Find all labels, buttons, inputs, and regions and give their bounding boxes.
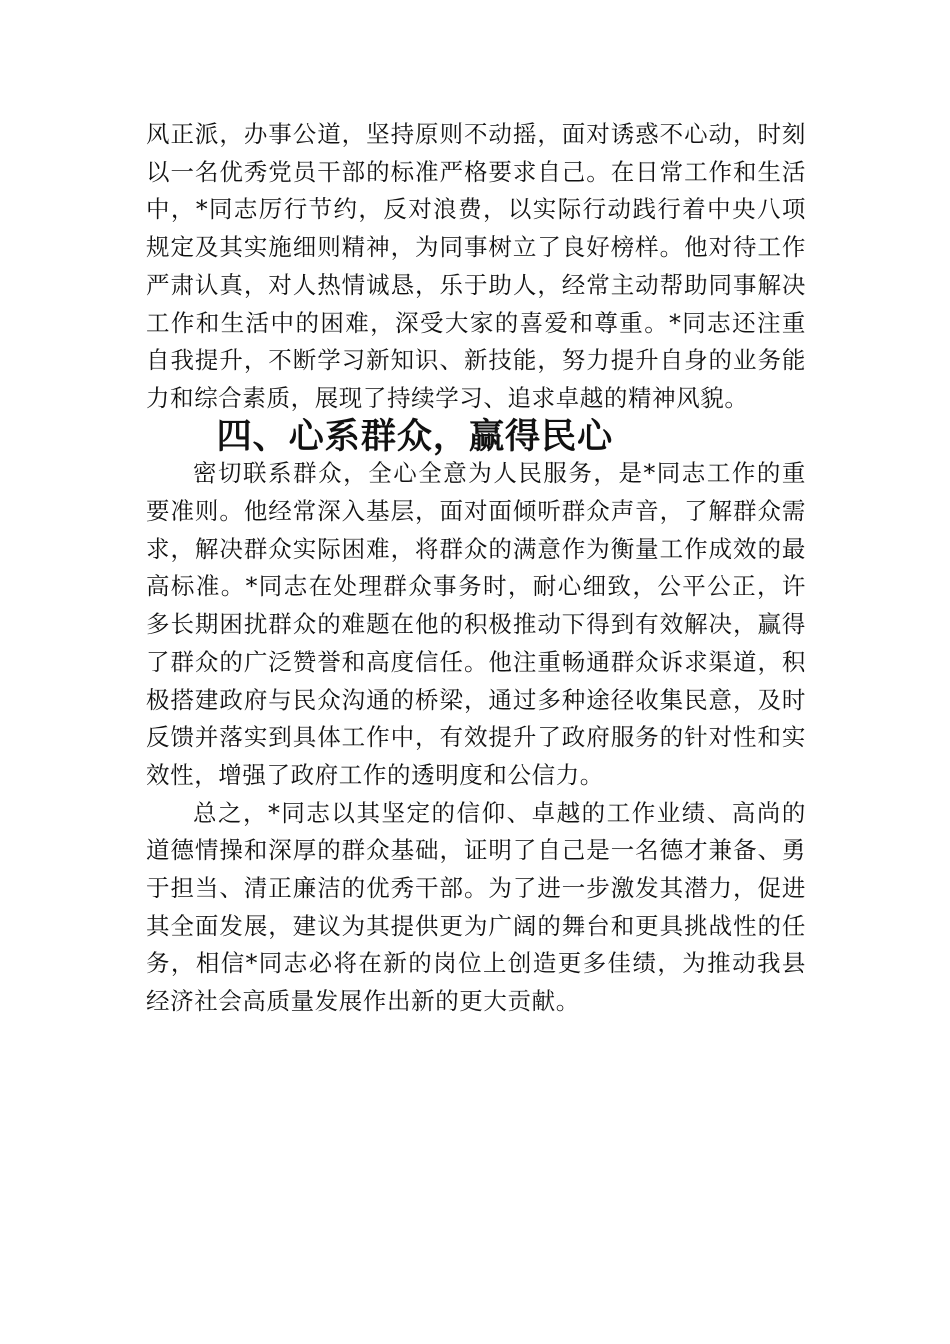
paragraph-conclusion: 总之，*同志以其坚定的信仰、卓越的工作业绩、高尚的道德情操和深厚的群众基础，证明了自己是一名德才兼备、勇于担当、清正廉洁的优秀干部。为了进一步激发其潜力，促进其全面发展，建议为其提供更为广阔的舞台和更具挑战性的任务，相信*同志必将在新的岗位上创造更多佳绩，为推动我县经济社会高质量发展作出新的更大贡献。 — [146, 798, 806, 1016]
paragraph-conduct: 风正派，办事公道，坚持原则不动摇，面对诱惑不心动，时刻以一名优秀党员干部的标准严格要求自己。在日常工作和生活中，*同志厉行节约，反对浪费，以实际行动践行着中央八项规定及其实施细则精神，为同事树立了良好榜样。他对待工作严肃认真，对人热情诚恳，乐于助人，经常主动帮助同事解决工作和生活中的困难，深受大家的喜爱和尊重。*同志还注重自我提升，不断学习新知识、新技能，努力提升自身的业务能力和综合素质，展现了持续学习、追求卓越的精神风貌。 — [146, 120, 806, 412]
document-page — [146, 116, 806, 1021]
section-heading-4: 四、心系群众，赢得民心 — [216, 415, 614, 457]
paragraph-masses: 密切联系群众，全心全意为人民服务，是*同志工作的重要准则。他经常深入基层，面对面倾听群众声音，了解群众需求，解决群众实际困难，将群众的满意作为衡量工作成效的最高标准。*同志在处理群众事务时，耐心细致，公平公正，许多长期困扰群众的难题在他的积极推动下得到有效解决，赢得了群众的广泛赞誉和高度信任。他注重畅通群众诉求渠道，积极搭建政府与民众沟通的桥梁，通过多种途径收集民意，及时反馈并落实到具体工作中，有效提升了政府服务的针对性和实效性，增强了政府工作的透明度和公信力。 — [146, 459, 806, 789]
